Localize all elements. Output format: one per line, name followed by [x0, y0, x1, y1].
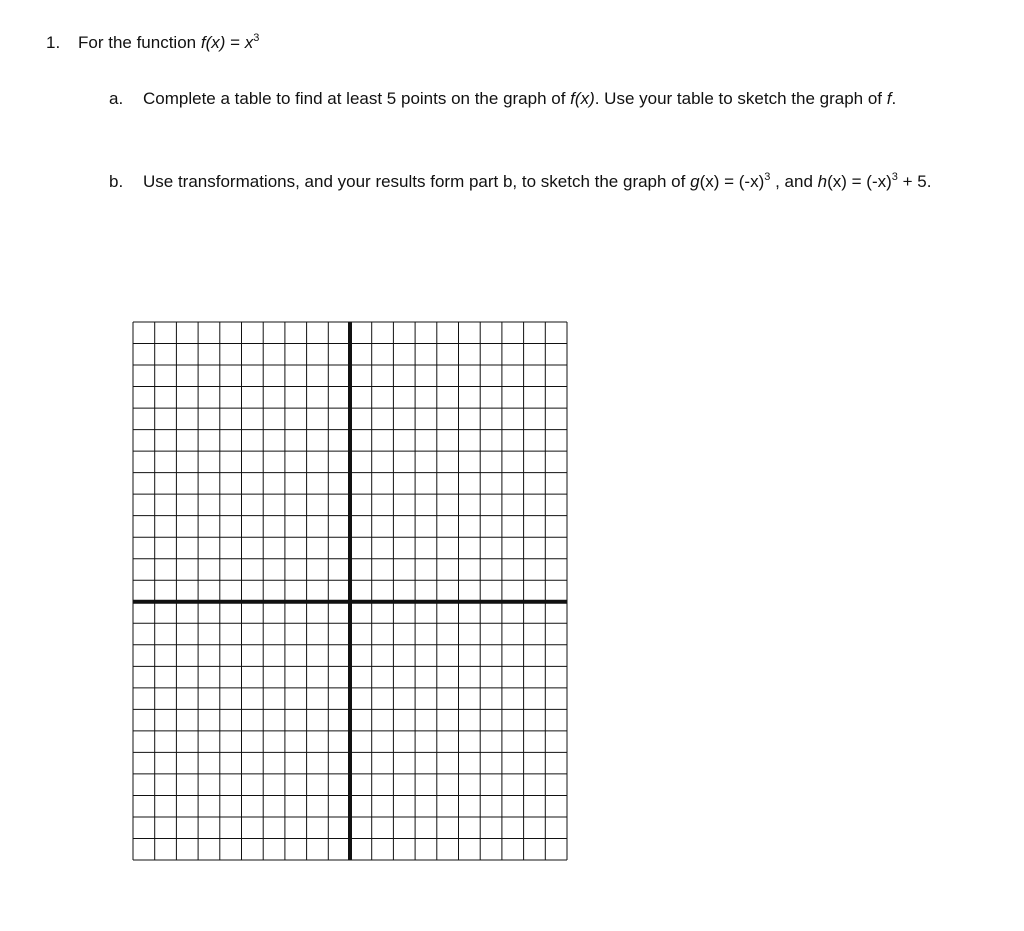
- part-a-text-1: Complete a table to find at least 5 points on the graph of: [143, 89, 571, 108]
- h-function-rest: (x) = (-x): [827, 172, 892, 191]
- part-b: [109, 172, 931, 192]
- part-a-function-name-2: f: [886, 89, 892, 108]
- g-function-rest: (x) = (-x): [699, 172, 765, 191]
- part-a: [109, 89, 896, 109]
- variable-x: x: [244, 33, 254, 52]
- h-function-tail: + 5.: [897, 172, 932, 191]
- graph-grid: [130, 319, 570, 864]
- question-1: [46, 33, 259, 53]
- g-function-name: g: [690, 172, 700, 191]
- part-b-text-1: Use transformations, and your results form part b, to sketch the graph of: [143, 172, 691, 191]
- function-argument: (x): [205, 33, 226, 52]
- part-a-label: a.: [109, 89, 124, 108]
- g-exponent: 3: [764, 171, 771, 183]
- equals-sign: =: [225, 33, 245, 52]
- exponent: 3: [253, 32, 260, 44]
- h-function-name: h: [817, 172, 828, 191]
- part-a-end: .: [891, 89, 897, 108]
- part-a-text-2: . Use your table to sketch the graph of: [594, 89, 887, 108]
- part-a-function-name: f: [570, 89, 575, 108]
- h-exponent: 3: [891, 171, 898, 183]
- question-number: 1.: [46, 33, 61, 52]
- part-b-label: b.: [109, 172, 124, 191]
- part-a-function-argument: (x): [574, 89, 595, 108]
- part-b-separator: , and: [770, 172, 818, 191]
- question-lead-text: For the function: [78, 33, 201, 52]
- function-name: f: [200, 33, 206, 52]
